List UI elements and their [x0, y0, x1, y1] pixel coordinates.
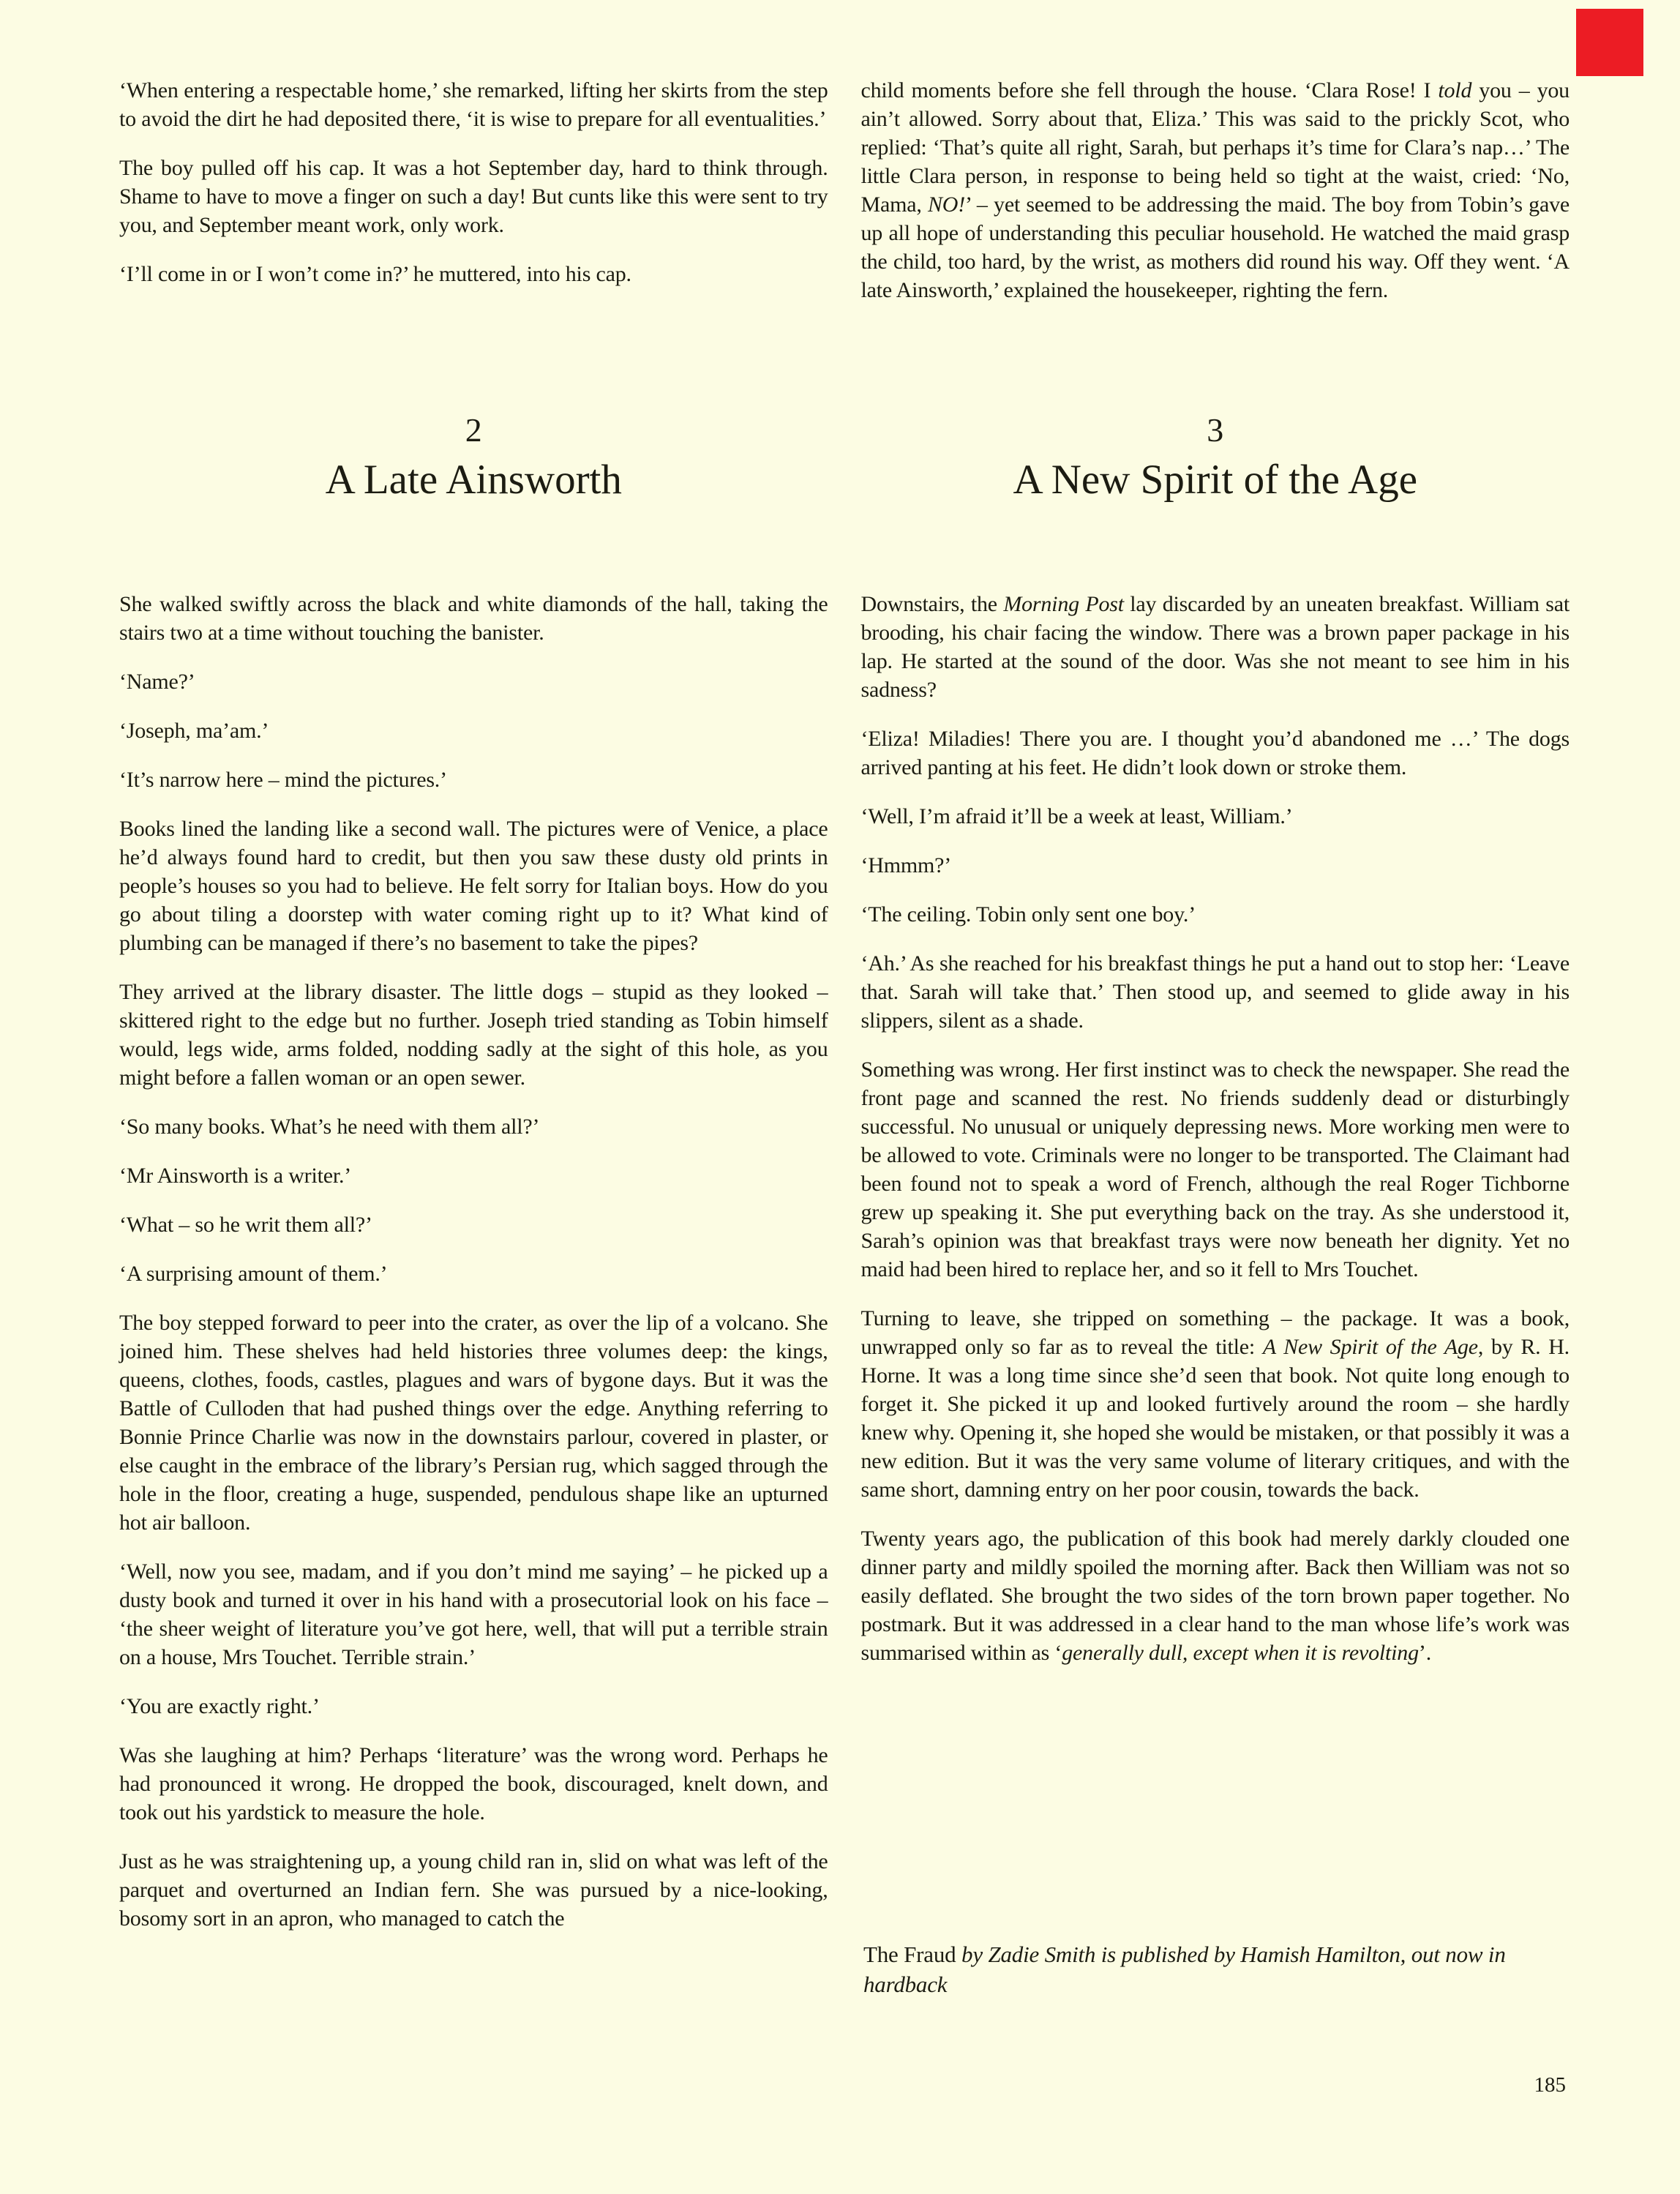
- paragraph: ‘Joseph, ma’am.’: [119, 719, 269, 743]
- chapter-number: 3: [1207, 411, 1224, 449]
- page-number: 185: [1534, 2073, 1566, 2097]
- body-right-column: [861, 590, 1570, 1933]
- paragraph: Just as he was straightening up, a young child ran in, slid on what was left of the parquet and overturned an Indian fern. She was pursued by a nice-looking, bosomy sort in an apron, who managed to catch the: [119, 1849, 828, 1931]
- top-left-column: [119, 76, 828, 304]
- paragraph: She walked swiftly across the black and white diamonds of the hall, taking the stairs two at a time without touching the banister.: [119, 592, 828, 645]
- chapter-headings: [119, 411, 1570, 503]
- paragraph: The boy stepped forward to peer into the crater, as over the lip of a volcano. She joined him. These shelves had held histories three volumes deep: the kings, queens, clothes, foods, castles, plagues and wars of bygone days. But it was the Battle of Culloden that had pushed things over the edge. Anything referring to Bonnie Prince Charlie was now in the downstairs parlour, covered in plaster, or else caught in the embrace of the library’s Persian rug, which sagged through the hole in the floor, creating a huge, suspended, pendulous shape like an upturned hot air balloon.: [119, 1311, 828, 1535]
- paragraph: Something was wrong. Her first instinct was to check the newspaper. She read the front page and scanned the rest. No friends suddenly dead or disturbingly successful. No unusual or uniquely depressing news. More working men were to be allowed to vote. Criminals were no longer to be transported. The Claimant had been found not to speak a word of French, although the real Roger Tichborne grew up speaking it. She put everything back on the tray. As she understood it, Sarah’s opinion was that breakfast trays were now beneath her dignity. Yet no maid had been hired to replace her, and so it fell to Mrs Touchet.: [860, 1057, 1570, 1281]
- paragraph: ‘Ah.’ As she reached for his breakfast things he put a hand out to stop her: ‘Leave that. Sarah will take that.’ Then stood up, and seemed to glide away in his slippers, silent as a shade.: [860, 951, 1570, 1033]
- paragraph: ‘A surprising amount of them.’: [119, 1262, 388, 1286]
- chapter-number: 2: [465, 411, 482, 449]
- paragraph: ‘Mr Ainsworth is a writer.’: [119, 1164, 352, 1188]
- paragraph: ‘Well, I’m afraid it’ll be a week at least, William.’: [860, 804, 1293, 828]
- paragraph: The boy pulled off his cap. It was a hot September day, hard to think through. Shame to have to move a finger on such a day! But cunts like this were sent to try you, and September meant work, only work.: [119, 156, 828, 237]
- paragraph: ‘Hmmm?’: [860, 853, 952, 877]
- paragraph: ‘Eliza! Miladies! There you are. I thought you’d abandoned me …’ The dogs arrived panting at his feet. He didn’t look down or stroke them.: [860, 727, 1570, 779]
- paragraph: ‘I’ll come in or I won’t come in?’ he muttered, into his cap.: [119, 262, 631, 286]
- chapter-title: A Late Ainsworth: [325, 457, 622, 503]
- paragraph: Twenty years ago, the publication of this book had merely darkly clouded one dinner party and mildly spoiled the morning after. Back then William was not so easily deflated. She brought the two sides of the torn brown paper together. No postmark. But it was addressed in a clear hand to the man whose life’s work was summarised within as ‘generally dull, except when it is revolting’.: [860, 1527, 1570, 1665]
- paragraph: child moments before she fell through the house. ‘Clara Rose! I told you – you ain’t allowed. Sorry about that, Eliza.’ This was said to the prickly Scot, who replied: ‘That’s quite all right, Sarah, but perhaps it’s time for Clara’s nap…’ The little Clara person, in response to being held so tight at the waist, cried: ‘No, Mama, NO!’ – yet seemed to be addressing the maid. The boy from Tobin’s gave up all hope of understanding this peculiar household. He watched the maid grasp the child, too hard, by the wrist, as mothers did round his way. Off they went. ‘A late Ainsworth,’ explained the housekeeper, righting the fern.: [860, 78, 1570, 302]
- chapter-heading-right: [861, 411, 1570, 503]
- body-left-column: [119, 590, 828, 1933]
- paragraph: They arrived at the library disaster. The little dogs – stupid as they looked – skittered right to the edge but no further. Joseph tried standing as Tobin himself would, legs wide, arms folded, nodding sadly at the sight of this hole, as you might before a fallen woman or an open sewer.: [119, 980, 828, 1090]
- top-right-column: [861, 76, 1570, 304]
- paragraph: ‘It’s narrow here – mind the pictures.’: [119, 768, 447, 792]
- paragraph: Turning to leave, she tripped on something – the package. It was a book, unwrapped only so far as to reveal the title: A New Spirit of the Age, by R. H. Horne. It was a long time since she’d seen that book. Not quite long enough to forget it. She picked it up and looked furtively around the room – she hardly knew why. Opening it, she hoped she would be mistaken, or that possibly it was a new edition. But it was the very same volume of literary critiques, and with the same short, damning entry on her poor cousin, towards the back.: [860, 1306, 1570, 1502]
- paragraph: The Fraud by Zadie Smith is published by Hamish Hamilton, out now in hardback: [863, 1942, 1506, 1997]
- paragraph: ‘Well, now you see, madam, and if you don’t mind me saying’ – he picked up a dusty book and turned it over in his hand with a prosecutorial look on his face – ‘the sheer weight of literature you’ve got here, well, that will put a terrible strain on a house, Mrs Touchet. Terrible strain.’: [119, 1560, 828, 1669]
- chapter-heading-left: [119, 411, 828, 503]
- paragraph: Was she laughing at him? Perhaps ‘literature’ was the wrong word. Perhaps he had pronounced it wrong. He dropped the book, discouraged, knelt down, and took out his yardstick to measure the hole.: [119, 1743, 828, 1824]
- paragraph: ‘So many books. What’s he need with them all?’: [119, 1115, 540, 1139]
- body-text-section: [119, 590, 1570, 1933]
- paragraph: ‘When entering a respectable home,’ she remarked, lifting her skirts from the step to avoid the dirt he had deposited there, ‘it is wise to prepare for all eventualities.’: [119, 78, 828, 131]
- publication-note: [863, 1939, 1572, 1999]
- paragraph: ‘You are exactly right.’: [119, 1694, 320, 1718]
- chapter-title: A New Spirit of the Age: [1013, 457, 1418, 503]
- continuation-section: [119, 76, 1570, 304]
- paragraph: Books lined the landing like a second wall. The pictures were of Venice, a place he’d always found hard to credit, but then you saw these dusty old prints in people’s houses so you had to believe. He felt sorry for Italian boys. How do you go about tiling a doorstep with water coming right up to it? What kind of plumbing can be managed if there’s no basement to take the pipes?: [119, 817, 828, 955]
- corner-red-square-marker: [1576, 9, 1643, 76]
- paragraph: ‘The ceiling. Tobin only sent one boy.’: [860, 902, 1196, 926]
- paragraph: Downstairs, the Morning Post lay discarded by an uneaten breakfast. William sat brooding, his chair facing the window. There was a brown paper package in his lap. He started at the sound of the door. Was she not meant to see him in his sadness?: [860, 592, 1570, 702]
- paragraph: ‘Name?’: [119, 670, 195, 694]
- paragraph: ‘What – so he writ them all?’: [119, 1213, 372, 1237]
